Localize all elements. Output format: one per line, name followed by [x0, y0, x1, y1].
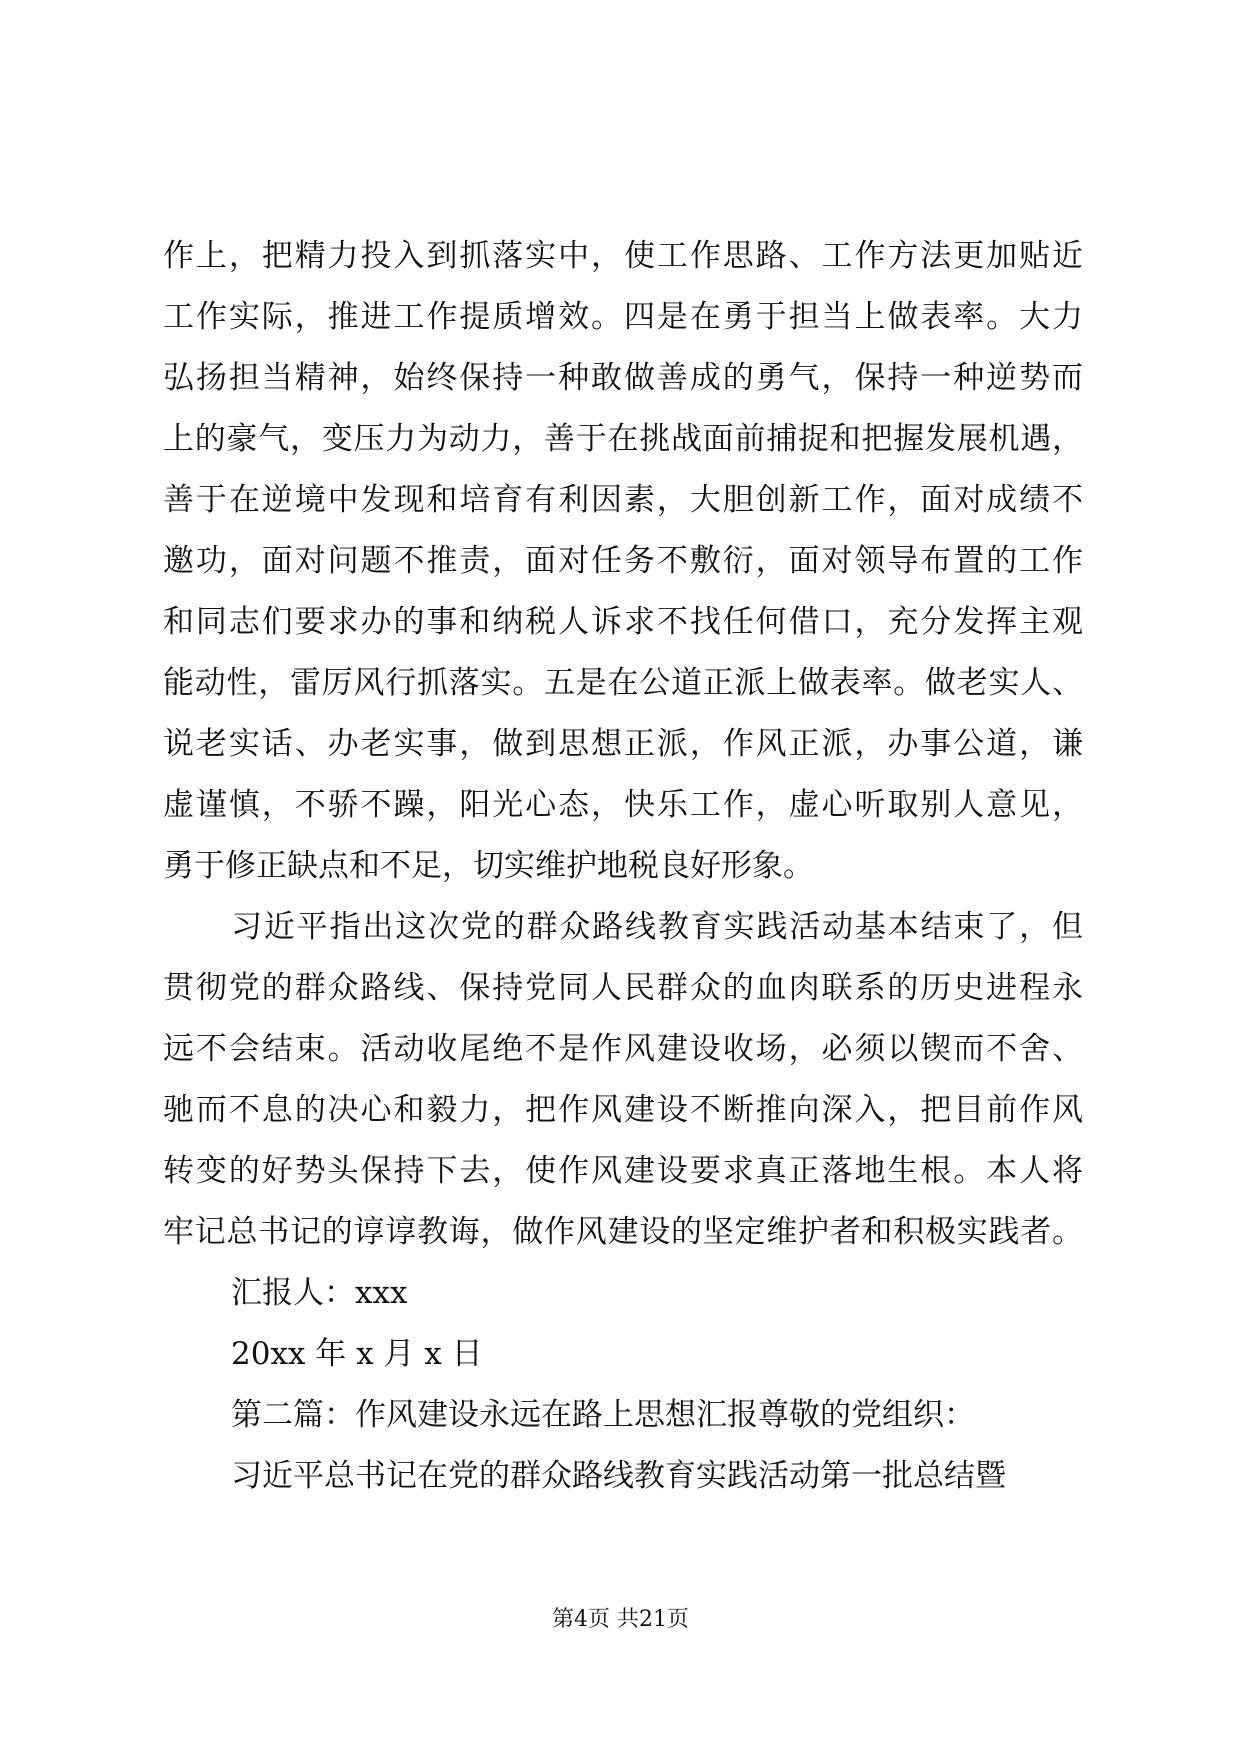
- text-line: 能动性，雷厉风行抓落实。五是在公道正派上做表率。做老实人、: [163, 665, 1083, 701]
- text-line: 作上，把精力投入到抓落实中，使工作思路、工作方法更加贴近: [163, 238, 1083, 274]
- page-number-footer: 第4页 共21页: [552, 1607, 689, 1632]
- reporter-line: 汇报人：xxx: [231, 1275, 408, 1311]
- document-body: [163, 226, 1083, 1507]
- text-line: 驰而不息的决心和毅力，把作风建设不断推向深入，把目前作风: [163, 1092, 1083, 1128]
- text-line: 说老实话、办老实事，做到思想正派，作风正派，办事公道，谦: [163, 726, 1083, 762]
- text-line: 习近平指出这次党的群众路线教育实践活动基本结束了，但: [231, 909, 1083, 945]
- text-line: 勇于修正缺点和不足，切实维护地税良好形象。: [163, 848, 814, 884]
- text-line: 工作实际，推进工作提质增效。四是在勇于担当上做表率。大力: [163, 299, 1083, 335]
- text-line: 上的豪气，变压力为动力，善于在挑战面前捕捉和把握发展机遇，: [163, 421, 1083, 457]
- date-line: 20xx 年 x 月 x 日: [231, 1336, 483, 1372]
- text-line: 虚谨慎，不骄不躁，阳光心态，快乐工作，虚心听取别人意见，: [163, 787, 1083, 823]
- text-line: 和同志们要求办的事和纳税人诉求不找任何借口，充分发挥主观: [163, 604, 1083, 640]
- text-line: 牢记总书记的谆谆教诲，做作风建设的坚定维护者和积极实践者。: [163, 1214, 1083, 1250]
- text-line: 习近平总书记在党的群众路线教育实践活动第一批总结暨: [231, 1458, 1006, 1494]
- text-line: 远不会结束。活动收尾绝不是作风建设收场，必须以锲而不舍、: [163, 1031, 1083, 1067]
- text-line: 贯彻党的群众路线、保持党同人民群众的血肉联系的历史进程永: [163, 970, 1083, 1006]
- text-line: 转变的好势头保持下去，使作风建设要求真正落地生根。本人将: [163, 1153, 1083, 1189]
- text-line: 邀功，面对问题不推责，面对任务不敷衍，面对领导布置的工作: [163, 543, 1083, 579]
- text-line: 弘扬担当精神，始终保持一种敢做善成的勇气，保持一种逆势而: [163, 360, 1083, 396]
- text-line: 善于在逆境中发现和培育有利因素，大胆创新工作，面对成绩不: [163, 482, 1083, 518]
- second-article-title: 第二篇：作风建设永远在路上思想汇报尊敬的党组织：: [231, 1397, 975, 1433]
